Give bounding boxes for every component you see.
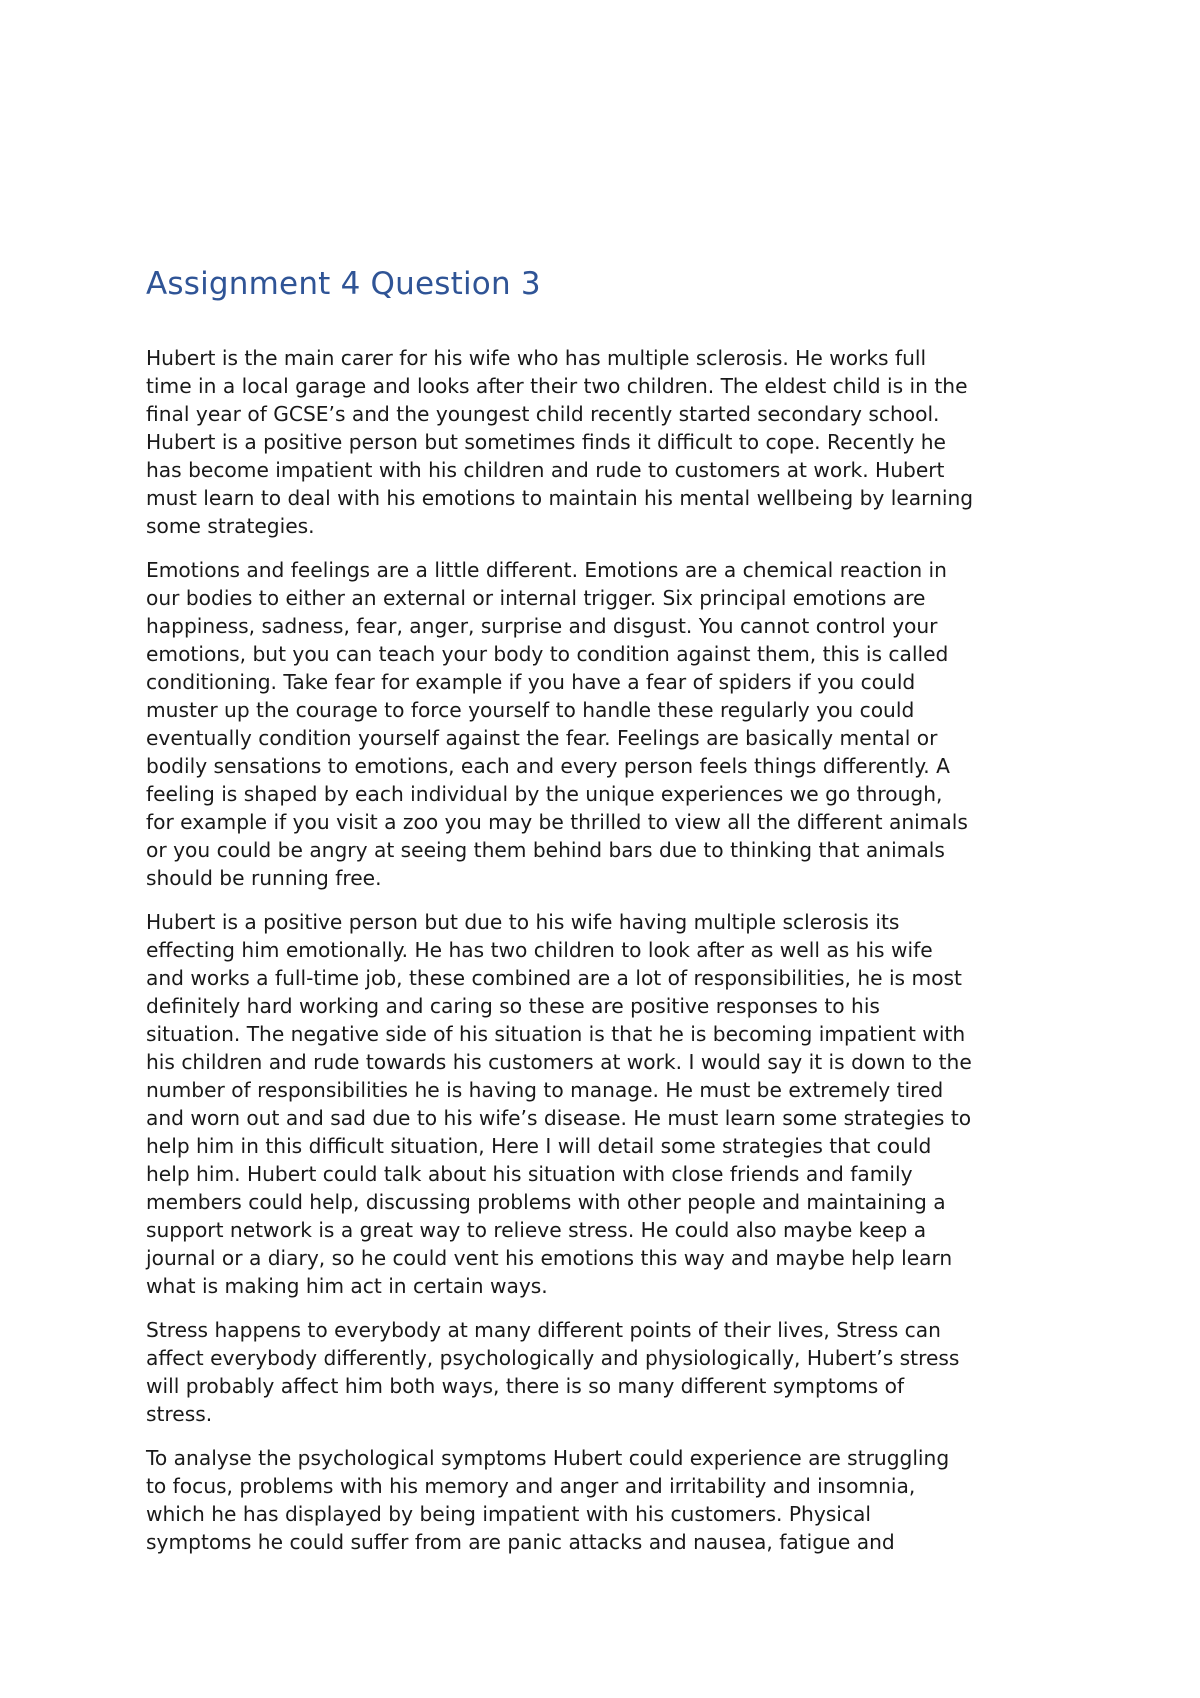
text-line: stress. xyxy=(146,1402,213,1426)
text-line: journal or a diary, so he could vent his emotions this way and maybe help learn xyxy=(146,1246,953,1270)
text-line: number of responsibilities he is having to manage. He must be extremely tired xyxy=(146,1078,944,1102)
paragraph-3 xyxy=(146,908,1066,1300)
text-line: eventually condition yourself against the fear. Feelings are basically mental or xyxy=(146,726,938,750)
document-title: Assignment 4 Question 3 xyxy=(146,266,541,302)
text-line: help him. Hubert could talk about his situation with close friends and family xyxy=(146,1162,913,1186)
paragraph-5 xyxy=(146,1444,1066,1556)
text-line: conditioning. Take fear for example if you have a fear of spiders if you could xyxy=(146,670,916,694)
text-line: emotions, but you can teach your body to condition against them, this is called xyxy=(146,642,949,666)
text-line: should be running free. xyxy=(146,866,382,890)
text-line: final year of GCSE’s and the youngest child recently started secondary school. xyxy=(146,402,940,426)
text-line: effecting him emotionally. He has two children to look after as well as his wife xyxy=(146,938,933,962)
text-line: his children and rude towards his customers at work. I would say it is down to the xyxy=(146,1050,972,1074)
paragraph-list xyxy=(146,344,1066,1556)
text-line: members could help, discussing problems with other people and maintaining a xyxy=(146,1190,946,1214)
text-line: Emotions and feelings are a little different. Emotions are a chemical reaction in xyxy=(146,558,947,582)
text-line: must learn to deal with his emotions to maintain his mental wellbeing by learning xyxy=(146,486,974,510)
text-line: which he has displayed by being impatient with his customers. Physical xyxy=(146,1502,871,1526)
text-line: happiness, sadness, fear, anger, surprise and disgust. You cannot control your xyxy=(146,614,938,638)
text-line: symptoms he could suffer from are panic attacks and nausea, fatigue and xyxy=(146,1530,895,1554)
text-line: situation. The negative side of his situation is that he is becoming impatient with xyxy=(146,1022,966,1046)
text-line: help him in this difficult situation, Here I will detail some strategies that could xyxy=(146,1134,932,1158)
paragraph-4 xyxy=(146,1316,1066,1428)
text-line: for example if you visit a zoo you may be thrilled to view all the different animals xyxy=(146,810,968,834)
text-line: Hubert is a positive person but due to his wife having multiple sclerosis its xyxy=(146,910,900,934)
paragraph-2 xyxy=(146,556,1066,892)
text-line: or you could be angry at seeing them behind bars due to thinking that animals xyxy=(146,838,945,862)
text-line: some strategies. xyxy=(146,514,315,538)
text-line: To analyse the psychological symptoms Hubert could experience are struggling xyxy=(146,1446,950,1470)
text-line: definitely hard working and caring so these are positive responses to his xyxy=(146,994,880,1018)
text-line: has become impatient with his children and rude to customers at work. Hubert xyxy=(146,458,945,482)
text-line: and works a full-time job, these combined are a lot of responsibilities, he is most xyxy=(146,966,962,990)
document-body xyxy=(146,262,1066,1572)
text-line: affect everybody differently, psychologically and physiologically, Hubert’s stress xyxy=(146,1346,960,1370)
text-line: Hubert is the main carer for his wife who has multiple sclerosis. He works full xyxy=(146,346,927,370)
text-line: our bodies to either an external or internal trigger. Six principal emotions are xyxy=(146,586,926,610)
text-line: will probably affect him both ways, there is so many different symptoms of xyxy=(146,1374,905,1398)
text-line: Stress happens to everybody at many different points of their lives, Stress can xyxy=(146,1318,941,1342)
text-line: support network is a great way to relieve stress. He could also maybe keep a xyxy=(146,1218,927,1242)
text-line: muster up the courage to force yourself to handle these regularly you could xyxy=(146,698,915,722)
text-line: and worn out and sad due to his wife’s disease. He must learn some strategies to xyxy=(146,1106,972,1130)
text-line: to focus, problems with his memory and anger and irritability and insomnia, xyxy=(146,1474,916,1498)
text-line: Hubert is a positive person but sometimes finds it difficult to cope. Recently he xyxy=(146,430,946,454)
paragraph-1 xyxy=(146,344,1066,540)
text-line: feeling is shaped by each individual by the unique experiences we go through, xyxy=(146,782,943,806)
text-line: time in a local garage and looks after their two children. The eldest child is in the xyxy=(146,374,968,398)
text-line: what is making him act in certain ways. xyxy=(146,1274,548,1298)
text-line: bodily sensations to emotions, each and every person feels things differently. A xyxy=(146,754,950,778)
